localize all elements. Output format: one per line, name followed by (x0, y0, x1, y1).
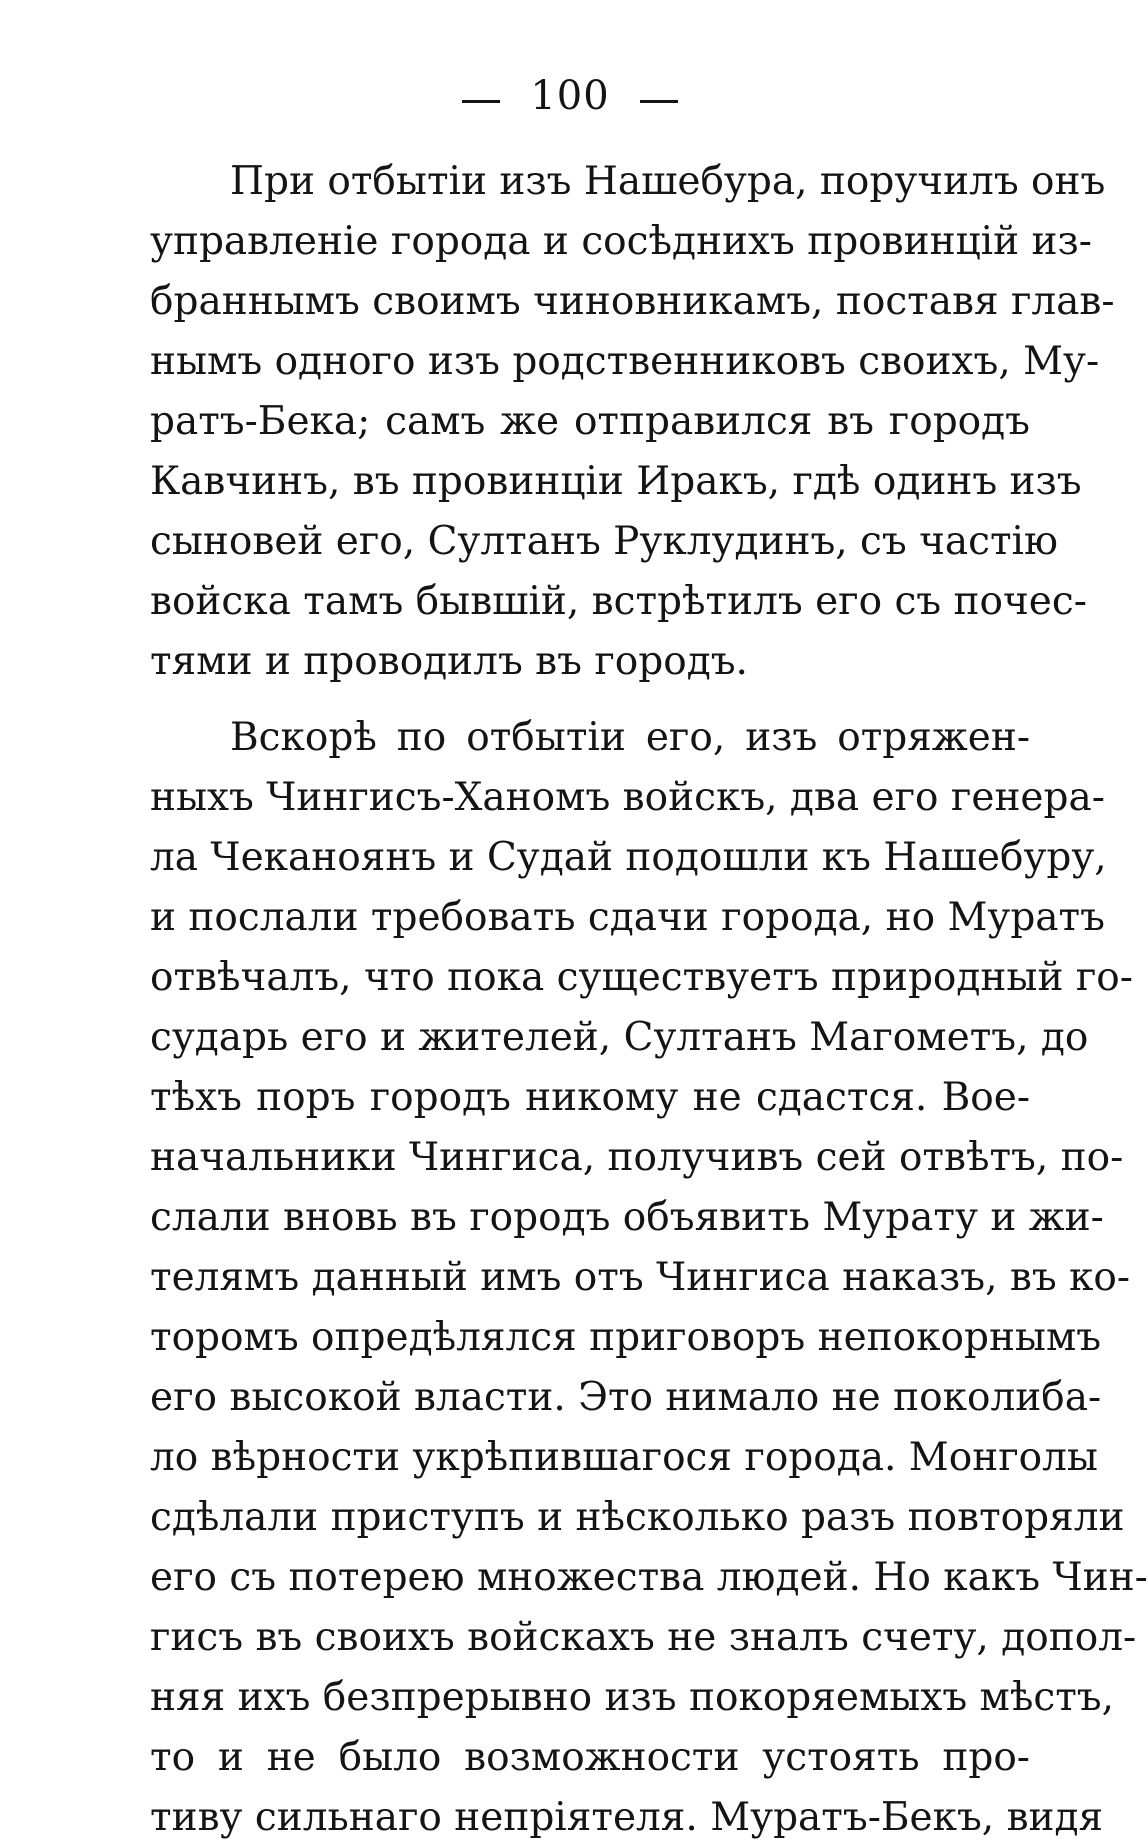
text-line: Вскорѣ по отбытіи его, изъ отряжен- (230, 715, 1030, 760)
text-line: отвѣчалъ, что пока существуетъ природный го- (150, 955, 1133, 1000)
text-line: слали вновь въ городъ объявить Мурату и жи- (150, 1195, 1104, 1240)
page-number: 100 (530, 73, 610, 119)
text-line: войска тамъ бывшій, встрѣтилъ его съ почес- (150, 579, 1087, 624)
text-line: сударь его и жителей, Султанъ Магометъ, до (150, 1015, 1089, 1060)
text-line: его съ потерею множества людей. Но какъ Чин- (150, 1555, 1148, 1600)
text-line: торомъ опредѣлялся приговоръ непокорнымъ (150, 1315, 1102, 1360)
page-header (0, 68, 1140, 124)
text-line: браннымъ своимъ чиновникамъ, поставя глав- (150, 279, 1115, 324)
text-line: ратъ-Бека; самъ же отправился въ городъ (150, 399, 1030, 444)
left-dash (462, 100, 500, 103)
text-line: тями и проводилъ въ городъ. (150, 639, 748, 684)
text-line: сдѣлали приступъ и нѣсколько разъ повторяли (150, 1495, 1125, 1540)
text-line: гисъ въ своихъ войскахъ не зналъ счету, допол- (150, 1615, 1137, 1660)
text-line: Кавчинъ, въ провинціи Иракъ, гдѣ одинъ изъ (150, 459, 1082, 504)
text-line: управленіе города и сосѣднихъ провинцій из- (150, 219, 1092, 264)
body-text (150, 152, 1148, 1848)
text-line: няя ихъ безпрерывно изъ покоряемыхъ мѣстъ, (150, 1675, 1115, 1720)
text-line: ныхъ Чингисъ-Ханомъ войскъ, два его генера- (150, 775, 1105, 820)
text-line: и послали требовать сдачи города, но Муратъ (150, 895, 1105, 940)
paragraph-2 (150, 708, 1148, 1848)
text-line: ла Чеканоянъ и Судай подошли къ Нашебуру, (150, 835, 1107, 880)
text-line: тиву сильнаго непріятеля. Муратъ-Бекъ, видя (150, 1795, 1104, 1840)
text-line: тѣхъ поръ городъ никому не сдастся. Вое- (150, 1075, 1030, 1120)
text-line: При отбытіи изъ Нашебура, поручилъ онъ (230, 159, 1106, 204)
text-line: телямъ данный имъ отъ Чингиса наказъ, въ ко- (150, 1255, 1131, 1300)
text-line: нымъ одного изъ родственниковъ своихъ, Му- (150, 339, 1100, 384)
text-line: его высокой власти. Это нимало не поколиба- (150, 1375, 1102, 1420)
text-line: начальники Чингиса, получивъ сей отвѣтъ, по- (150, 1135, 1124, 1180)
paragraph-1 (150, 152, 1115, 692)
right-dash (640, 100, 678, 103)
text-line: то и не было возможности устоять про- (150, 1735, 1030, 1780)
text-line: сыновей его, Султанъ Руклудинъ, съ частію (150, 519, 1058, 564)
text-line: ло вѣрности укрѣпившагося города. Монголы (150, 1435, 1098, 1480)
paragraph-gap (150, 692, 1030, 708)
